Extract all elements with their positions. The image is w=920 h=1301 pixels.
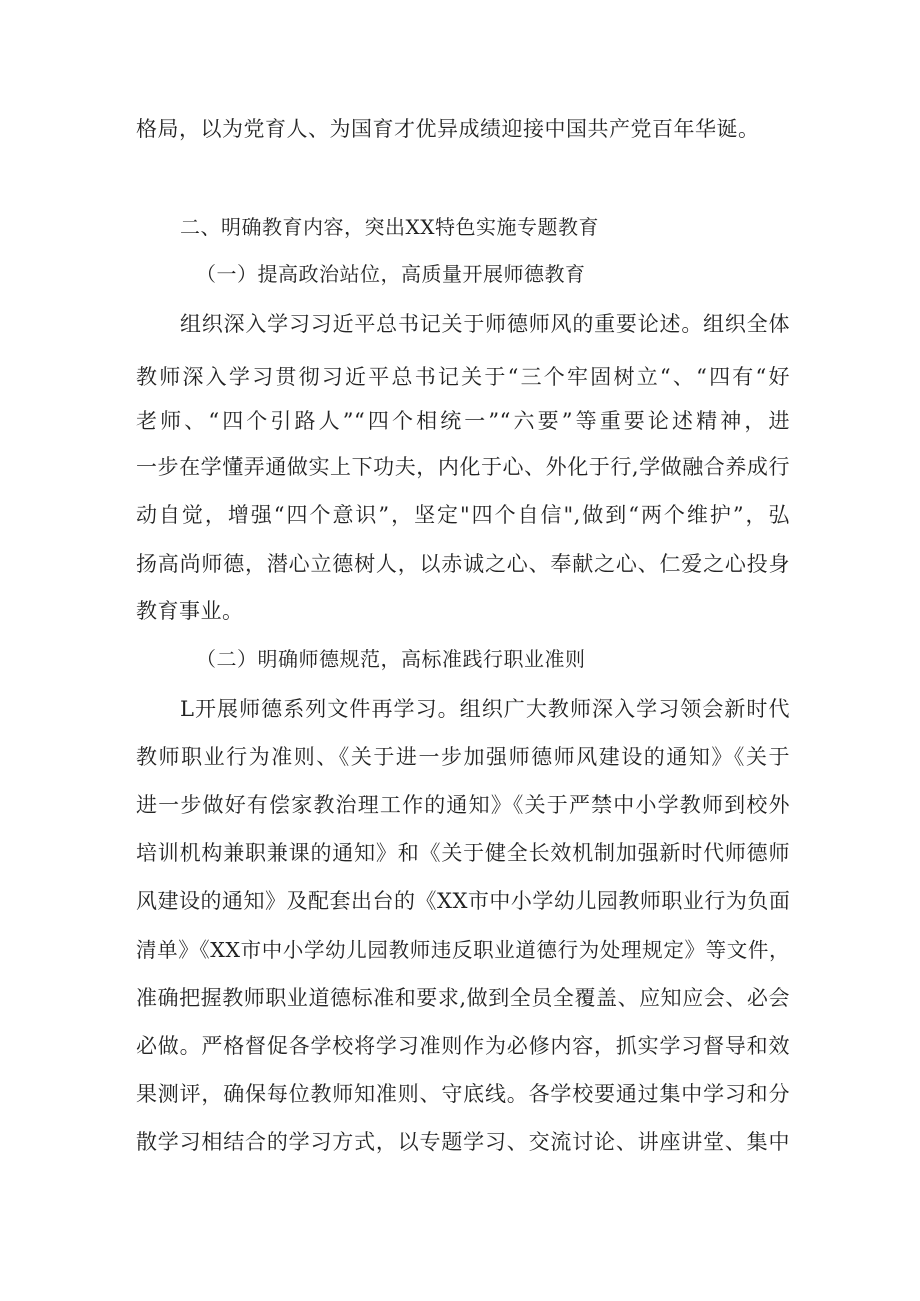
paragraph-line: 必做。严格督促各学校将学习准则作为必修内容，抓实学习督导和效 xyxy=(136,1034,790,1058)
paragraph-line: L开展师德系列文件再学习。组织广大教师深入学习领会新时代 xyxy=(180,697,790,721)
paragraph-line: 果测评，确保每位教师知准则、守底线。各学校要通过集中学习和分 xyxy=(136,1082,790,1106)
paragraph-line: 散学习相结合的学习方式，以专题学习、交流讨论、讲座讲堂、集中 xyxy=(136,1130,790,1154)
paragraph-line: 进一步做好有偿家教治理工作的通知》《关于严禁中小学教师到校外 xyxy=(136,793,790,817)
paragraph-line: 教师职业行为准则、《关于进一步加强师德师风建设的通知》《关于 xyxy=(136,745,790,769)
opening-line: 格局，以为党育人、为国育才优异成绩迎接中国共产党百年华诞。 xyxy=(136,117,760,141)
paragraph-line: 一步在学懂弄通做实上下功夫，内化于心、外化于行,学做融合养成行 xyxy=(136,455,790,479)
paragraph-line: 老师、“四个引路人”“四个相统一”“六要”等重要论述精神，进 xyxy=(136,409,790,433)
subsection-two-title: （二）明确师德规范，高标准践行职业准则 xyxy=(196,647,586,671)
paragraph-line: 教师深入学习贯彻习近平总书记关于“三个牢固树立“、“四有“好 xyxy=(136,365,790,389)
paragraph-line: 组织深入学习习近平总书记关于师德师风的重要论述。组织全体 xyxy=(180,312,790,336)
paragraph-line: 教育事业。 xyxy=(136,599,244,623)
paragraph-line: 风建设的通知》及配套出台的《XX市中小学幼儿园教师职业行为负面 xyxy=(136,889,791,913)
paragraph-line: 准确把握教师职业道德标准和要求,做到全员全覆盖、应知应会、必会 xyxy=(136,986,790,1010)
paragraph-line: 动自觉，增强“四个意识”，坚定"四个自信",做到“两个维护”，弘 xyxy=(136,503,790,527)
paragraph-line: 清单》《XX市中小学幼儿园教师违反职业道德行为处理规定》等文件， xyxy=(136,938,790,962)
paragraph-line: 扬高尚师德，潜心立德树人，以赤诚之心、奉献之心、仁爱之心投身 xyxy=(136,552,790,576)
section-two-title: 二、明确教育内容，突出XX特色实施专题教育 xyxy=(180,215,599,239)
paragraph-line: 培训机构兼职兼课的通知》和《关于健全长效机制加强新时代师德师 xyxy=(136,841,790,865)
subsection-one-title: （一）提高政治站位，高质量开展师德教育 xyxy=(196,262,586,286)
